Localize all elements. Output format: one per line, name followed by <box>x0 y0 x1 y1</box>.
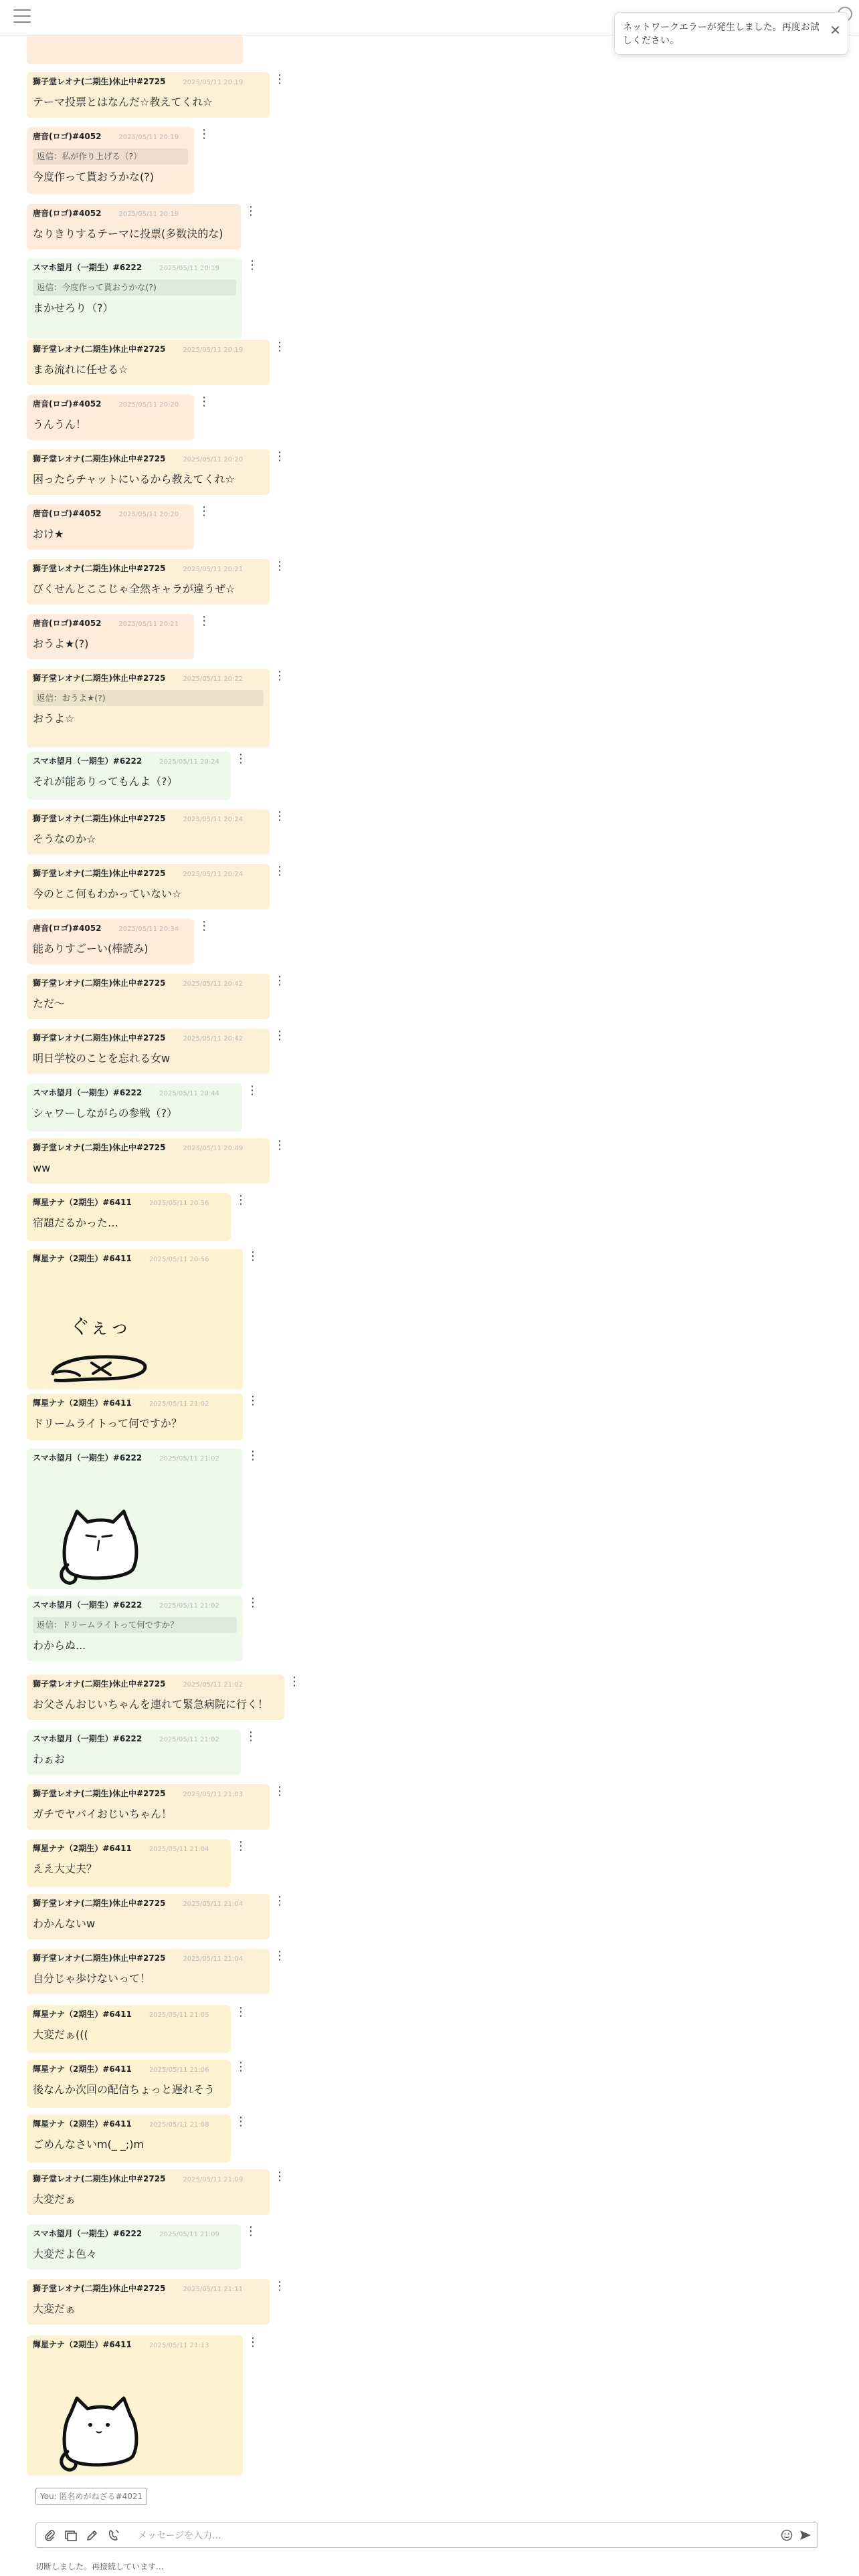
message-timestamp: 2025/05/11 21:04 <box>183 1955 244 1963</box>
message-timestamp: 2025/05/11 20:34 <box>118 926 179 933</box>
message-text: おけ★ <box>33 528 64 540</box>
message-header <box>33 208 235 220</box>
sender-name: 獅子堂レオナ(二期生)休止中#2725 <box>33 2174 166 2183</box>
sender-name: 唐音(ロゴ)#4052 <box>33 509 102 518</box>
reply-quote: 返信：おうよ★(?) <box>33 690 264 706</box>
chat-message <box>27 669 270 748</box>
chat-message <box>27 752 231 800</box>
chat-message <box>27 395 194 440</box>
message-text: ごめんなさいm(_ _;)m <box>33 2138 145 2151</box>
chat-message <box>27 204 241 249</box>
message-header <box>33 1733 235 1745</box>
sender-name: 獅子堂レオナ(二期生)休止中#2725 <box>33 978 166 988</box>
sender-name: スマホ望月（一期生）#6222 <box>33 1453 142 1463</box>
sticker-image <box>33 1272 167 1399</box>
kebab-icon[interactable]: ⋮ <box>274 72 286 86</box>
toast-message: ネットワークエラーが発生しました。再度お試しください。 <box>623 22 820 46</box>
sender-name: 獅子堂レオナ(二期生)休止中#2725 <box>33 1899 166 1908</box>
message-text: 宿題だるかった… <box>33 1216 119 1229</box>
message-text: ええ大丈夫？ <box>33 1862 98 1875</box>
kebab-icon[interactable]: ⋮ <box>247 2335 259 2349</box>
sender-name: 獅子堂レオナ(二期生)休止中#2725 <box>33 344 166 354</box>
message-text: わかんないw <box>33 1917 96 1930</box>
kebab-icon[interactable]: ⋮ <box>246 1083 258 1097</box>
message-text: 自分じゃ歩けないって！ <box>33 1972 151 1985</box>
message-header <box>33 563 264 575</box>
chat-message <box>27 1083 242 1132</box>
send-icon[interactable] <box>799 2529 812 2542</box>
message-timestamp: 2025/05/11 21:02 <box>183 1681 244 1689</box>
message-timestamp: 2025/05/11 20:19 <box>118 211 179 218</box>
chat-message <box>27 340 270 385</box>
message-text: びくせんとここじゃ全然キャラが違うぜ☆ <box>33 582 235 595</box>
message-header <box>33 868 264 880</box>
message-header <box>33 262 236 274</box>
sender-name: 輝星ナナ（2期生）#6411 <box>33 1254 132 1263</box>
message-timestamp: 2025/05/11 20:44 <box>159 1090 219 1097</box>
message-timestamp: 2025/05/11 21:02 <box>159 1602 219 1610</box>
message-timestamp: 2025/05/11 20:56 <box>149 1200 209 1207</box>
reply-quote: 返信：ドリームライトって何ですか？ <box>33 1617 237 1633</box>
you-badge: You: 匿名めがねざる#4021 <box>35 2488 147 2505</box>
message-timestamp: 2025/05/11 20:20 <box>118 401 179 409</box>
sender-name: 輝星ナナ（2期生）#6411 <box>33 1398 132 1408</box>
chat-message <box>27 864 270 909</box>
emoji-icon[interactable] <box>780 2529 793 2542</box>
message-timestamp: 2025/05/11 21:02 <box>159 1455 219 1463</box>
chat-message <box>27 1394 243 1440</box>
sender-name: スマホ望月（一期生）#6222 <box>33 1734 142 1743</box>
sender-name: 獅子堂レオナ(二期生)休止中#2725 <box>33 869 166 878</box>
sender-name: 輝星ナナ（2期生）#6411 <box>33 2064 132 2074</box>
message-header <box>33 2064 225 2076</box>
kebab-icon[interactable]: ⋮ <box>235 2115 247 2129</box>
kebab-icon[interactable]: ⋮ <box>198 504 210 518</box>
sender-name: スマホ望月（一期生）#6222 <box>33 756 142 766</box>
kebab-icon[interactable]: ⋮ <box>247 1249 259 1263</box>
message-header <box>33 1953 264 1965</box>
message-timestamp: 2025/05/11 21:03 <box>183 1791 244 1798</box>
sender-name: 獅子堂レオナ(二期生)休止中#2725 <box>33 673 166 683</box>
sender-name: 唐音(ロゴ)#4052 <box>33 209 102 218</box>
kebab-icon[interactable]: ⋮ <box>274 449 286 463</box>
kebab-icon[interactable]: ⋮ <box>247 1448 259 1463</box>
chat-message <box>27 1138 270 1184</box>
kebab-icon[interactable]: ⋮ <box>198 614 210 628</box>
chat-message <box>27 1193 231 1241</box>
message-text: それが能ありってもんよ（?） <box>33 775 178 788</box>
message-timestamp: 2025/05/11 21:04 <box>183 1901 244 1908</box>
chat-message <box>27 1029 270 1074</box>
chat-message <box>27 614 194 659</box>
pen-icon[interactable] <box>86 2529 99 2542</box>
menu-icon[interactable] <box>13 9 31 24</box>
chat-message <box>27 1675 284 1720</box>
sender-name: 獅子堂レオナ(二期生)休止中#2725 <box>33 564 166 573</box>
message-text: 明日学校のことを忘れる女w <box>33 1052 171 1065</box>
kebab-icon[interactable]: ⋮ <box>274 340 286 354</box>
sender-name: 唐音(ロゴ)#4052 <box>33 924 102 933</box>
kebab-icon[interactable]: ⋮ <box>274 2169 286 2183</box>
kebab-icon[interactable]: ⋮ <box>274 559 286 573</box>
message-header <box>33 2119 225 2131</box>
sender-name: 獅子堂レオナ(二期生)休止中#2725 <box>33 454 166 463</box>
message-header <box>33 2228 235 2240</box>
chat-message <box>27 2115 231 2163</box>
kebab-icon[interactable]: ⋮ <box>245 2224 257 2238</box>
chat-message <box>27 1894 270 1939</box>
chat-message <box>27 1949 270 1994</box>
message-timestamp: 2025/05/11 21:11 <box>183 2286 244 2293</box>
message-timestamp: 2025/05/11 20:21 <box>183 566 244 573</box>
message-timestamp: 2025/05/11 21:05 <box>149 2012 209 2019</box>
message-header <box>33 508 188 520</box>
paperclip-icon[interactable] <box>43 2529 56 2542</box>
chat-message <box>27 1448 243 1589</box>
message-header <box>33 453 264 465</box>
chat-message <box>27 2169 270 2215</box>
message-header <box>33 76 264 88</box>
chat-message <box>27 2279 270 2325</box>
chat-message <box>27 127 194 194</box>
kebab-icon[interactable]: ⋮ <box>247 1394 259 1408</box>
message-timestamp: 2025/05/11 21:09 <box>159 2231 219 2238</box>
kebab-icon[interactable]: ⋮ <box>235 2060 247 2074</box>
message-header <box>33 1033 264 1045</box>
sticker-image <box>33 1471 167 1598</box>
kebab-icon[interactable]: ⋮ <box>288 1675 300 1689</box>
message-timestamp: 2025/05/11 20:24 <box>183 871 244 878</box>
message-text: 大変だよ色々 <box>33 2248 98 2260</box>
kebab-icon[interactable]: ⋮ <box>274 669 286 683</box>
chat-message <box>27 449 270 495</box>
sender-name: 獅子堂レオナ(二期生)休止中#2725 <box>33 1953 166 1963</box>
sender-name: 輝星ナナ（2期生）#6411 <box>33 2010 132 2019</box>
kebab-icon[interactable]: ⋮ <box>274 974 286 988</box>
message-timestamp: 2025/05/11 20:20 <box>118 511 179 518</box>
chat-message <box>27 72 270 118</box>
sender-name: 輝星ナナ（2期生）#6411 <box>33 2119 132 2129</box>
sender-name: スマホ望月（一期生）#6222 <box>33 1088 142 1097</box>
message-text: ただ〜 <box>33 997 66 1010</box>
connection-status: 切断しました。再接続しています... <box>35 2562 164 2571</box>
message-text: わからぬ... <box>33 1639 86 1652</box>
message-text: おうよ★(?) <box>33 637 89 650</box>
image-icon[interactable] <box>64 2529 78 2542</box>
kebab-icon[interactable]: ⋮ <box>247 1596 259 1610</box>
sender-name: 獅子堂レオナ(二期生)休止中#2725 <box>33 1679 166 1689</box>
message-text: 大変だぁ((( <box>33 2028 88 2041</box>
kebab-icon[interactable]: ⋮ <box>198 127 210 141</box>
error-toast <box>614 12 848 55</box>
message-header <box>33 2009 225 2021</box>
message-text: ドリームライトって何ですか？ <box>33 1417 182 1430</box>
message-text: うんうん！ <box>33 418 87 431</box>
sender-name: 獅子堂レオナ(二期生)休止中#2725 <box>33 1789 166 1798</box>
sender-name: 獅子堂レオナ(二期生)休止中#2725 <box>33 77 166 86</box>
message-timestamp: 2025/05/11 20:19 <box>159 265 219 272</box>
message-header <box>33 2339 237 2351</box>
kebab-icon[interactable]: ⋮ <box>274 1894 286 1908</box>
message-text: 能ありすごーい(棒読み) <box>33 942 149 955</box>
chat-message <box>27 1784 270 1830</box>
message-header <box>33 1679 278 1691</box>
message-timestamp: 2025/05/11 21:02 <box>149 1400 209 1408</box>
message-text: テーマ投票とはなんだ☆教えてくれ☆ <box>33 96 213 108</box>
kebab-icon[interactable]: ⋮ <box>235 2005 247 2019</box>
kebab-icon[interactable]: ⋮ <box>274 1784 286 1798</box>
message-timestamp: 2025/05/11 20:20 <box>183 456 244 463</box>
message-header <box>33 673 264 685</box>
message-text: 今のとこ何もわかっていない☆ <box>33 887 182 900</box>
chat-message <box>27 919 194 964</box>
message-timestamp: 2025/05/11 20:22 <box>183 675 244 683</box>
message-timestamp: 2025/05/11 20:24 <box>183 816 244 823</box>
message-text: シャワーしながらの参戦（?） <box>33 1107 178 1119</box>
message-timestamp: 2025/05/11 21:08 <box>149 2121 209 2129</box>
message-header <box>33 2173 264 2185</box>
message-text: 大変だぁ <box>33 2302 76 2315</box>
kebab-icon[interactable]: ⋮ <box>274 1949 286 1963</box>
kebab-icon[interactable]: ⋮ <box>198 919 210 933</box>
message-header <box>33 1197 225 1209</box>
message-timestamp: 2025/05/11 20:21 <box>118 621 179 628</box>
message-input[interactable] <box>136 2526 741 2546</box>
message-timestamp: 2025/05/11 20:19 <box>118 134 179 141</box>
sender-name: 輝星ナナ（2期生）#6411 <box>33 1844 132 1853</box>
sender-name: 唐音(ロゴ)#4052 <box>33 619 102 628</box>
reply-quote: 返信：今度作って貰おうかな(?) <box>33 280 236 296</box>
message-header <box>33 1843 225 1855</box>
chat-message <box>27 258 242 338</box>
sender-name: スマホ望月（一期生）#6222 <box>33 2229 142 2238</box>
message-header <box>33 1898 264 1910</box>
message-header <box>33 344 264 356</box>
message-timestamp: 2025/05/11 21:06 <box>149 2066 209 2074</box>
message-timestamp: 2025/05/11 20:56 <box>149 1256 209 1263</box>
sender-name: 獅子堂レオナ(二期生)休止中#2725 <box>33 1143 166 1152</box>
message-header <box>33 1788 264 1800</box>
message-header <box>33 131 188 143</box>
sticker-text: ぐぇっ <box>70 1315 130 1339</box>
kebab-icon[interactable]: ⋮ <box>274 809 286 823</box>
sender-name: スマホ望月（一期生）#6222 <box>33 1600 142 1610</box>
kebab-icon[interactable]: ⋮ <box>198 395 210 409</box>
reply-quote: 返信：私が作り上げる（?） <box>33 148 188 165</box>
kebab-icon[interactable]: ⋮ <box>274 1138 286 1152</box>
message-timestamp: 2025/05/11 20:42 <box>183 980 244 988</box>
chat-message <box>27 809 270 855</box>
sender-name: 獅子堂レオナ(二期生)休止中#2725 <box>33 814 166 823</box>
message-timestamp: 2025/05/11 21:02 <box>159 1736 219 1743</box>
kebab-icon[interactable]: ⋮ <box>274 864 286 878</box>
voice-icon[interactable] <box>107 2529 120 2542</box>
kebab-icon[interactable]: ⋮ <box>245 204 257 218</box>
chat-message <box>27 2005 231 2053</box>
message-header <box>33 618 188 630</box>
message-timestamp: 2025/05/11 20:24 <box>159 758 219 766</box>
message-header <box>33 813 264 825</box>
message-text: そうなのか☆ <box>33 833 96 845</box>
sender-name: 獅子堂レオナ(二期生)休止中#2725 <box>33 1033 166 1043</box>
message-timestamp: 2025/05/11 20:42 <box>183 1035 244 1043</box>
message-timestamp: 2025/05/11 21:13 <box>149 2342 209 2349</box>
chat-message <box>27 2335 243 2476</box>
message-text: ガチでヤバイおじいちゃん！ <box>33 1808 173 1820</box>
message-header <box>33 2283 264 2295</box>
message-header <box>33 978 264 990</box>
chat-message <box>27 1839 231 1887</box>
message-timestamp: 2025/05/11 21:04 <box>149 1846 209 1853</box>
message-text: おうよ☆ <box>33 712 75 725</box>
message-header <box>33 399 188 411</box>
message-header <box>33 756 225 768</box>
message-text: 今度作って貰おうかな(?) <box>33 171 154 183</box>
message-text: まかせろり（?） <box>33 302 114 314</box>
message-text: なりきりするテーマに投票(多数決的な) <box>33 227 223 240</box>
sender-name: 唐音(ロゴ)#4052 <box>33 132 102 141</box>
message-header <box>33 1398 237 1410</box>
message-text: ww <box>33 1162 51 1174</box>
chat-message <box>27 2224 241 2270</box>
message-timestamp: 2025/05/11 20:19 <box>183 346 244 354</box>
message-text: まあ流れに任せる☆ <box>33 363 128 376</box>
message-header <box>33 1600 237 1612</box>
chat-message <box>27 2060 231 2108</box>
chat-message <box>27 559 270 605</box>
chat-message <box>27 974 270 1019</box>
message-timestamp: 2025/05/11 20:19 <box>183 79 244 86</box>
chat-message <box>27 504 194 550</box>
chat-message <box>27 1729 241 1775</box>
sender-name: 唐音(ロゴ)#4052 <box>33 399 102 409</box>
sender-name: 輝星ナナ（2期生）#6411 <box>33 1198 132 1207</box>
chat-message <box>27 1596 243 1661</box>
message-header <box>33 1087 236 1099</box>
sender-name: スマホ望月（一期生）#6222 <box>33 263 142 272</box>
message-text: お父さんおじいちゃんを連れて緊急病院に行く！ <box>33 1698 269 1711</box>
kebab-icon[interactable]: ⋮ <box>246 258 258 272</box>
message-text: 大変だぁ <box>33 2193 76 2206</box>
message-header <box>33 1453 237 1465</box>
message-text: わぁお <box>33 1753 65 1765</box>
message-timestamp: 2025/05/11 21:09 <box>183 2176 244 2183</box>
kebab-icon[interactable]: ⋮ <box>235 1839 247 1853</box>
message-text: 後なんか次回の配信ちょっと遅れそう <box>33 2083 215 2096</box>
kebab-icon[interactable]: ⋮ <box>235 752 247 766</box>
message-text: 困ったらチャットにいるから教えてくれ☆ <box>33 473 235 486</box>
sender-name: 輝星ナナ（2期生）#6411 <box>33 2340 132 2349</box>
sticker-image <box>33 2358 167 2485</box>
chat-message <box>27 1249 243 1390</box>
message-timestamp: 2025/05/11 20:49 <box>183 1145 244 1152</box>
close-icon[interactable]: ✕ <box>830 22 841 38</box>
kebab-icon[interactable]: ⋮ <box>274 1029 286 1043</box>
message-header <box>33 923 188 935</box>
message-header <box>33 1142 264 1154</box>
kebab-icon[interactable]: ⋮ <box>235 1193 247 1207</box>
sender-name: 獅子堂レオナ(二期生)休止中#2725 <box>33 2284 166 2293</box>
kebab-icon[interactable]: ⋮ <box>274 2279 286 2293</box>
message-input-row <box>35 2523 818 2548</box>
kebab-icon[interactable]: ⋮ <box>245 1729 257 1743</box>
message-header <box>33 1253 237 1265</box>
